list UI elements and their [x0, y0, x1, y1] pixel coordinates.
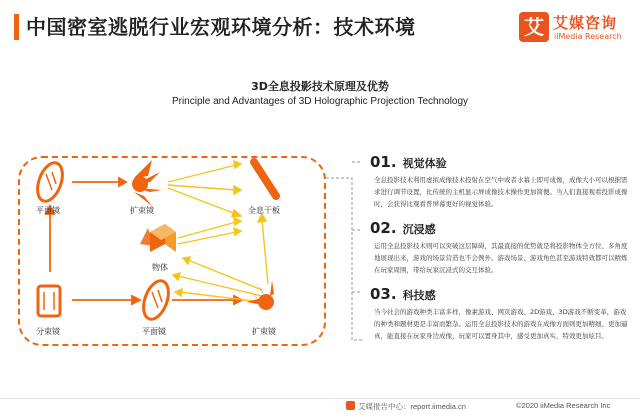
section-title-cn: 3D全息投影技术原理及优势: [251, 80, 389, 93]
footer-report-center[interactable]: [346, 401, 466, 412]
footer-divider: [0, 398, 640, 399]
logo-name-en: iiMedia Research: [554, 32, 622, 41]
logo-name-cn: 艾媒咨询: [553, 14, 618, 32]
report-center-icon: [346, 401, 355, 410]
feature-visual-experience: [370, 152, 632, 216]
section-title-en: Principle and Advantages of 3D Holographic Projection Technology: [171, 96, 469, 107]
feature-number: 01.: [370, 153, 397, 171]
feature-number: 03.: [370, 285, 397, 303]
label-object: 物体: [152, 263, 168, 272]
footer-report-text: 艾媒报告中心：report.iimedia.cn: [358, 402, 466, 411]
label-beam-expander-bottom: 扩束镜: [252, 327, 276, 336]
logo-mark: 艾: [519, 12, 549, 42]
feature-name: 沉浸感: [402, 223, 436, 236]
label-beam-expander-top: 扩束镜: [130, 206, 154, 215]
label-plane-mirror-top: 平面镜: [36, 206, 60, 215]
feature-description: 全息投影技术利用虚拟成像技术投射在空气中或者水幕上即可成像，成像大小可以根据需求进行调节设置，比传统的主机显示屏成像技术操作更加简便。当人们直接观看投影成像时，会获得比观看普屏幕更好的视觉体验。: [374, 176, 628, 208]
feature-immersion: [370, 218, 632, 282]
page-title: 中国密室逃脱行业宏观环境分析：技术环境: [26, 15, 416, 39]
feature-number: 02.: [370, 219, 397, 237]
footer-copyright: ©2020 iiMedia Research Inc: [516, 401, 611, 410]
feature-description: 运用全息投影技术则可以突破这层障碍，其最直接的优势就是将投影物体全方位、多角度地展现出来，游戏的场景营造也不会例外。游戏场景、游戏角色甚至游戏特效都可以精炼在玩家周围，带给玩家沉浸式的交互体验。: [374, 242, 628, 274]
feature-description: 当今社会的游戏种类丰富多样，像素游戏、网页游戏、2D游戏、3D游戏不断变革，游戏的种类和题材更是丰富而繁杂。运用全息投影技术的游戏在成像方面则更加精细、更加逼真，能直接在玩家身边成像，玩家可以置身其中，感受更加真实，特效更加炫目。: [374, 308, 628, 340]
label-plane-mirror-bottom: 平面镜: [142, 327, 166, 336]
feature-tech-feel: [370, 284, 632, 360]
feature-name: 科技感: [402, 289, 436, 302]
feature-name: 视觉体验: [402, 157, 447, 170]
label-beam-splitter: 分束镜: [36, 327, 60, 336]
label-hologram-plate: 全息干板: [248, 206, 280, 215]
